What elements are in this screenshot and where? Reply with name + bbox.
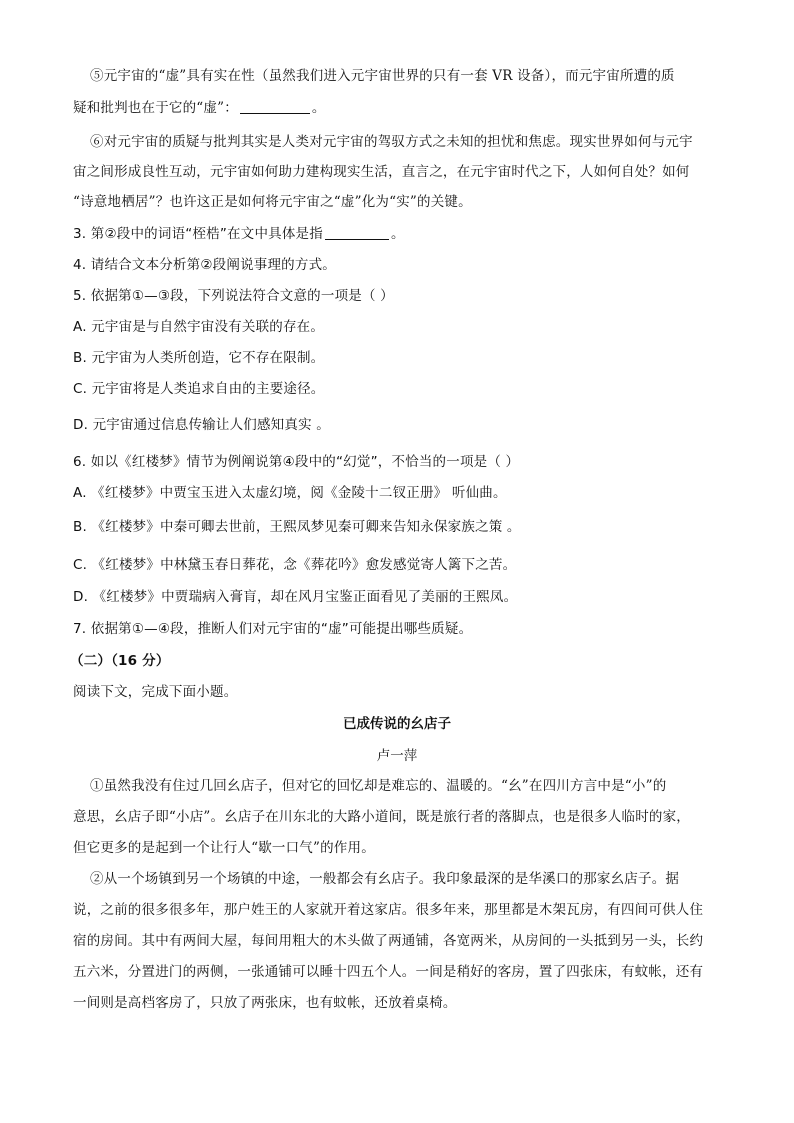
paragraph-6-line-2: 宙之间形成良性互动，元宇宙如何助力建构现实生活，直言之，在元宇宙时代之下，人如何自处？如何 bbox=[73, 164, 690, 180]
article-para-2-line-4: 五六米，分置进门的两侧，一张通铺可以睡十四五个人。一间是稍好的客房，置了四张床，有蚊帐，还有 bbox=[73, 964, 704, 980]
question-5-option-b: B. 元宇宙为人类所创造，它不存在限制。 bbox=[73, 350, 325, 366]
article-para-2-line-3: 宿的房间。其中有两间大屋，每间用粗大的木头做了两通铺，各宽两米，从房间的一头抵到另一头，长约 bbox=[73, 933, 704, 949]
answer-blank[interactable] bbox=[325, 225, 389, 240]
paragraph-5-text: 疑和批判也在于它的“虚”： bbox=[73, 100, 238, 116]
question-5: 5. 依据第①—③段，下列说法符合文意的一项是（ ） bbox=[73, 288, 394, 304]
answer-blank[interactable] bbox=[240, 99, 310, 114]
question-3 bbox=[73, 218, 723, 250]
question-6-option-c: C. 《红楼梦》中林黛玉春日葬花，念《葬花吟》愈发感觉寄人篱下之苦。 bbox=[73, 557, 517, 573]
question-5-option-d: D. 元宇宙通过信息传输让人们感知真实 。 bbox=[73, 417, 330, 433]
article-para-1-line-1: ①虽然我没有住过几回幺店子，但对它的回忆却是难忘的、温暖的。“幺”在四川方言中是“小”的 bbox=[90, 778, 667, 794]
article-para-2-line-5: 一间则是高档客房了，只放了两张床，也有蚊帐，还放着桌椅。 bbox=[73, 995, 457, 1011]
question-5-option-a: A. 元宇宙是与自然宇宙没有关联的存在。 bbox=[73, 319, 325, 335]
article-para-1-line-2: 意思，幺店子即“小店”。幺店子在川东北的大路小道间，既是旅行者的落脚点，也是很多人临时的家， bbox=[73, 809, 691, 825]
article-para-1-line-3: 但它更多的是起到一个让行人“歇一口气”的作用。 bbox=[73, 840, 375, 856]
question-6-option-b: B. 《红楼梦》中秦可卿去世前，王熙凤梦见秦可卿来告知永保家族之策 。 bbox=[73, 519, 521, 535]
paragraph-5-line-2 bbox=[73, 92, 723, 124]
paragraph-5-line-1: ⑤元宇宙的“虚”具有实在性（虽然我们进入元宇宙世界的只有一套 VR 设备），而元宇宙所遭的质 bbox=[90, 68, 675, 84]
question-3-end: 。 bbox=[390, 226, 405, 242]
question-4: 4. 请结合文本分析第②段阐说事理的方式。 bbox=[73, 257, 336, 273]
question-6-option-a: A. 《红楼梦》中贾宝玉进入太虚幻境，阅《金陵十二钗正册》 听仙曲。 bbox=[73, 485, 507, 501]
article-para-2-line-1: ②从一个场镇到另一个场镇的中途，一般都会有幺店子。我印象最深的是华溪口的那家幺店子。据 bbox=[90, 871, 680, 887]
section-instruction: 阅读下文，完成下面小题。 bbox=[73, 684, 238, 700]
paragraph-5-end: 。 bbox=[311, 100, 326, 116]
question-3-text: 3. 第②段中的词语“桎梏”在文中具体是指 bbox=[73, 226, 323, 242]
article-author: 卢一萍 bbox=[376, 748, 418, 764]
question-6-option-d: D. 《红楼梦》中贾瑞病入膏肓，却在风月宝鉴正面看见了美丽的王熙凤。 bbox=[73, 589, 518, 605]
question-7: 7. 依据第①—④段，推断人们对元宇宙的“虚”可能提出哪些质疑。 bbox=[73, 621, 473, 637]
paragraph-6-line-3: “诗意地栖居”？也许这正是如何将元宇宙之“虚”化为“实”的关键。 bbox=[73, 194, 472, 210]
article-para-2-line-2: 说，之前的很多很多年，那户姓王的人家就开着这家店。很多年来，那里都是木架瓦房，有四间可供人住 bbox=[73, 902, 704, 918]
question-6: 6. 如以《红楼梦》情节为例阐说第④段中的“幻觉”，不恰当的一项是（ ） bbox=[73, 454, 520, 470]
question-5-option-c: C. 元宇宙将是人类追求自由的主要途径。 bbox=[73, 381, 325, 397]
paragraph-6-line-1: ⑥对元宇宙的质疑与批判其实是人类对元宇宙的驾驭方式之未知的担忧和焦虑。现实世界如何与元宇 bbox=[90, 134, 693, 150]
section-heading: （二）（16 分） bbox=[70, 653, 170, 669]
article-title: 已成传说的幺店子 bbox=[343, 716, 451, 732]
